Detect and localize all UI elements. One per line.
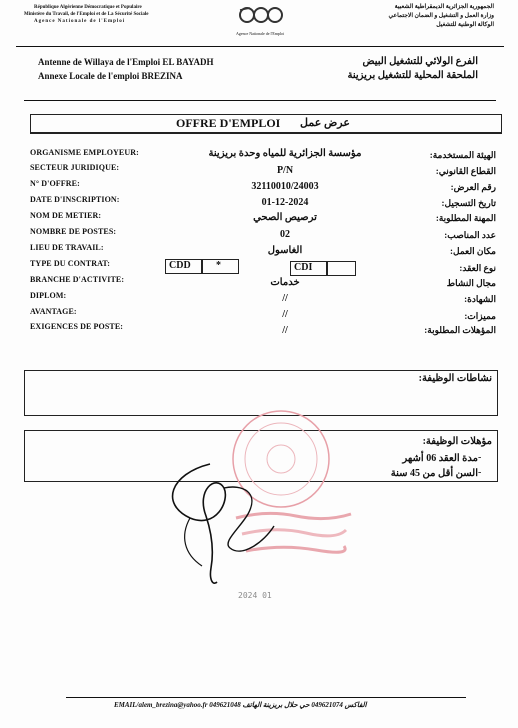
label-offre-ar: رقم العرض: (450, 182, 496, 192)
header-ar-line-2: وزارة العمل و التشغيل و الضمان الاجتماعي (388, 13, 494, 19)
title-fr: OFFRE D'EMPLOI (176, 116, 281, 130)
label-date-fr: DATE D'INSCRIPTION: (30, 195, 120, 204)
agency-fr-2: Annexe Locale de l'emploi BREZINA (38, 71, 183, 81)
bullet-dash: - (478, 452, 482, 463)
label-avantage-fr: AVANTAGE: (30, 307, 77, 316)
value-date: 01-12-2024 (261, 197, 309, 208)
label-lieu-fr: LIEU DE TRAVAIL: (30, 243, 104, 252)
label-postes-ar: عدد المناصب: (444, 230, 496, 240)
label-branche-ar: مجال النشاط (446, 278, 496, 288)
activities-label: نشاطات الوظيفة: (418, 373, 492, 384)
label-lieu-ar: مكان العمل: (450, 246, 496, 256)
header-fr-line-1: République Algérienne Démocratique et Populaire (34, 5, 142, 10)
agency-fr-1: Antenne de Willaya de l'Emploi EL BAYADH (38, 57, 214, 67)
title-ar: عرض عمل (300, 117, 350, 129)
label-secteur-ar: القطاع القانوني: (435, 166, 496, 176)
value-branche: خدمات (270, 277, 300, 288)
label-metier-ar: المهنة المطلوبة: (435, 213, 496, 223)
signature (150, 456, 290, 591)
contract-cdd-mark: * (216, 260, 221, 271)
agency-divider (24, 100, 496, 101)
label-organisme-fr: ORGANISME EMPLOYEUR: (30, 148, 139, 157)
header-divider (16, 46, 504, 47)
value-organisme: مؤسسة الجزائرية للمياه وحدة بريزينة (208, 148, 362, 159)
value-secteur: P/N (276, 165, 294, 176)
label-contrat-fr: TYPE DU CONTRAT: (30, 259, 110, 268)
label-avantage-ar: مميزات: (464, 311, 496, 321)
qualification-item: مدة العقد 06 أشهر (402, 453, 478, 464)
contract-cdi-label: CDI (294, 262, 313, 273)
label-exigences-fr: EXIGENCES DE POSTE: (30, 322, 124, 331)
value-exigences: // (282, 325, 288, 336)
header-fr-line-2: Ministère du Travail, de l'Emploi et de La Sécurité Sociale (24, 12, 149, 17)
contract-cdi-check (326, 261, 356, 276)
stamp-date: 2024 01 (238, 591, 272, 600)
agency-ar-1: الفرع الولائي للتشغيل البيض (362, 56, 478, 67)
bullet-dash: - (478, 467, 482, 478)
label-diplom-ar: الشهادة: (464, 294, 496, 304)
label-organisme-ar: الهيئة المستخدمة: (429, 150, 496, 160)
contract-cdd-label: CDD (169, 260, 191, 271)
label-diplom-fr: DIPLOM: (30, 291, 67, 300)
label-secteur-fr: SECTEUR JURIDIQUE: (30, 163, 120, 172)
label-exigences-ar: المؤهلات المطلوبة: (424, 325, 496, 335)
value-avantage: // (282, 309, 288, 320)
label-metier-fr: NOM DE METIER: (30, 211, 102, 220)
agency-ar-2: الملحقة المحلية للتشغيل بريزينة (347, 70, 478, 81)
header-ar-line-1: الجمهورية الجزائرية الديمقراطية الشعبية (394, 4, 494, 10)
label-branche-fr: BRANCHE D'ACTIVITE: (30, 275, 125, 284)
value-postes: 02 (280, 229, 290, 240)
qualification-item: السن أقل من 45 سنة (390, 468, 478, 479)
label-offre-fr: N° D'OFFRE: (30, 179, 80, 188)
qualifications-label: مؤهلات الوظيفة: (422, 436, 492, 447)
label-contrat-ar: نوع العقد: (459, 263, 496, 273)
logo-caption: Agence Nationale de l'Emploi (236, 31, 285, 36)
header-ar-line-3: الوكالة الوطنية للتشغيل (436, 22, 494, 28)
label-date-ar: تاريخ التسجيل: (441, 198, 496, 208)
header-fr-line-3: Agence Nationale de l'Emploi (34, 19, 126, 24)
footer-contact: EMAIL/alem_brezina@yahoo.fr 049621048 الفاكس 049621074 حي حلال بريزينة الهاتف (114, 701, 367, 709)
label-postes-fr: NOMBRE DE POSTES: (30, 227, 117, 236)
value-offre: 32110010/24003 (251, 181, 319, 192)
value-lieu: الغاسول (267, 245, 303, 256)
agency-logo (236, 4, 286, 30)
value-diplom: // (282, 293, 288, 304)
footer-divider (66, 697, 466, 698)
value-metier: ترصيص الصحي (253, 212, 317, 223)
